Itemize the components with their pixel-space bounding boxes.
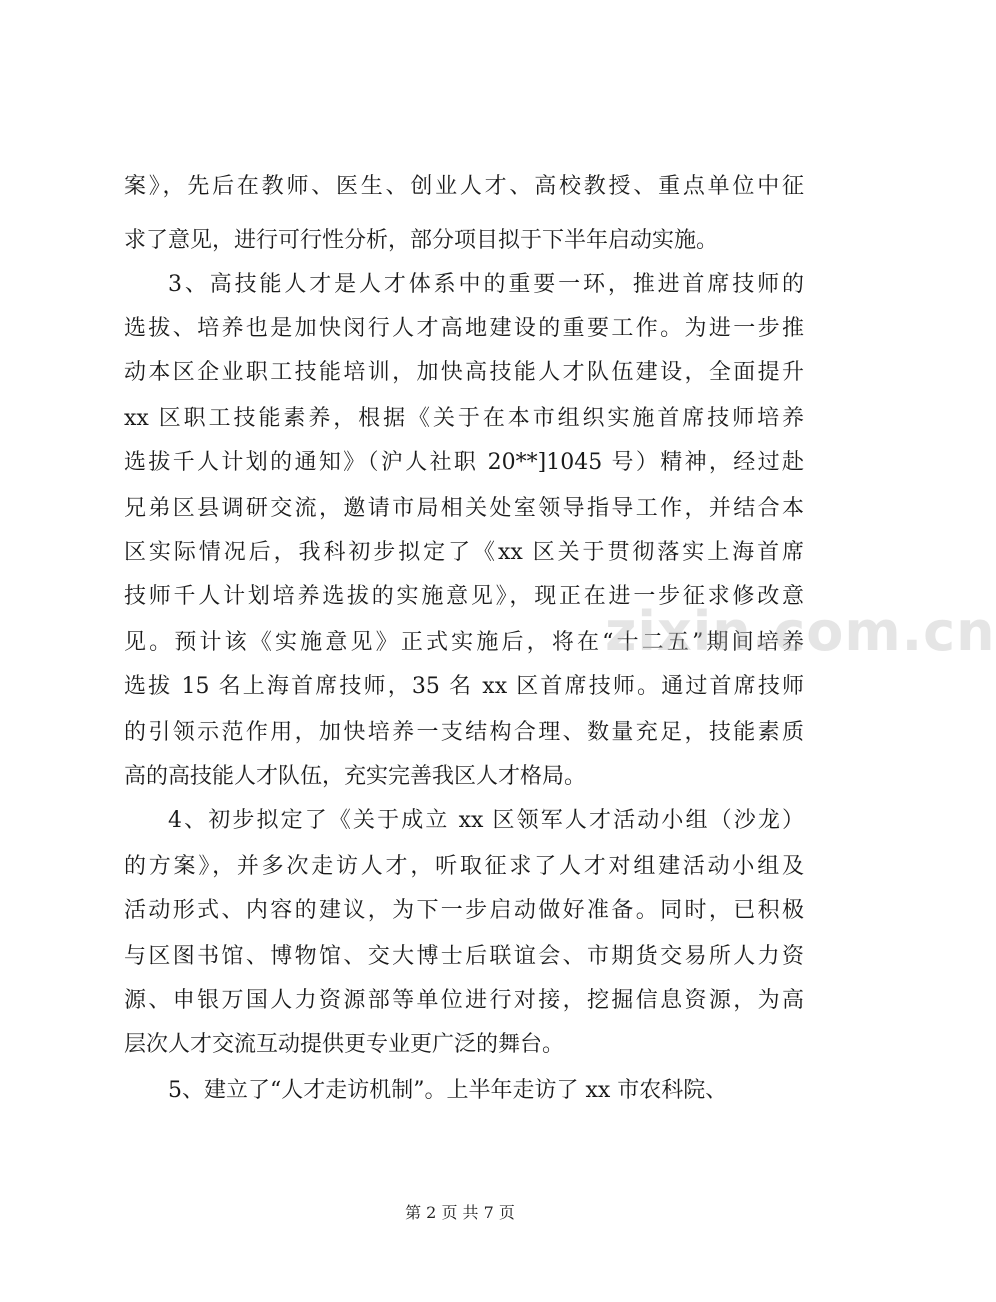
- text-line: 技师千人计划培养选拔的实施意见》，现正在进一步征求修改意: [124, 584, 804, 609]
- text-line: 案》，先后在教师、医生、创业人才、高校教授、重点单位中征: [124, 174, 804, 199]
- text-line: 选拔 15 名上海首席技师，35 名 xx 区首席技师。通过首席技师: [124, 674, 804, 699]
- text-line: 动本区企业职工技能培训，加快高技能人才队伍建设，全面提升: [124, 360, 804, 385]
- text-line: 3、高技能人才是人才体系中的重要一环，推进首席技师的: [168, 272, 804, 297]
- text-line: 与区图书馆、博物馆、交大博士后联谊会、市期货交易所人力资: [124, 944, 804, 969]
- text-line: 高的高技能人才队伍，充实完善我区人才格局。: [124, 764, 587, 789]
- text-line: 源、申银万国人力资源部等单位进行对接，挖掘信息资源，为高: [124, 988, 804, 1013]
- watermark-logo: zixin.com.cn: [605, 600, 996, 663]
- text-line: 选拔、培养也是加快闵行人才高地建设的重要工作。为进一步推: [124, 316, 804, 341]
- text-line: 4、初步拟定了《关于成立 xx 区领军人才活动小组（沙龙）: [168, 808, 804, 833]
- text-line: 活动形式、内容的建议，为下一步启动做好准备。同时，已积极: [124, 898, 804, 923]
- text-line: 5、建立了“人才走访机制”。上半年走访了 xx 市农科院、: [168, 1078, 728, 1103]
- text-line: 层次人才交流互动提供更专业更广泛的舞台。: [124, 1032, 565, 1057]
- text-line: xx 区职工技能素养，根据《关于在本市组织实施首席技师培养: [124, 406, 804, 431]
- text-line: 兄弟区县调研交流，邀请市局相关处室领导指导工作，并结合本: [124, 496, 804, 521]
- text-line: 求了意见，进行可行性分析，部分项目拟于下半年启动实施。: [124, 228, 719, 253]
- text-line: 的方案》，并多次走访人才，听取征求了人才对组建活动小组及: [124, 854, 804, 879]
- text-line: 见。预计该《实施意见》正式实施后，将在“十二五”期间培养: [124, 630, 804, 655]
- text-line: 区实际情况后，我科初步拟定了《xx 区关于贯彻落实上海首席: [124, 540, 804, 565]
- text-line: 的引领示范作用，加快培养一支结构合理、数量充足，技能素质: [124, 720, 804, 745]
- page-number-footer: 第 2 页 共 7 页: [405, 1203, 515, 1222]
- text-line: 选拔千人计划的通知》（沪人社职 20**]1045 号）精神，经过赴: [124, 450, 804, 475]
